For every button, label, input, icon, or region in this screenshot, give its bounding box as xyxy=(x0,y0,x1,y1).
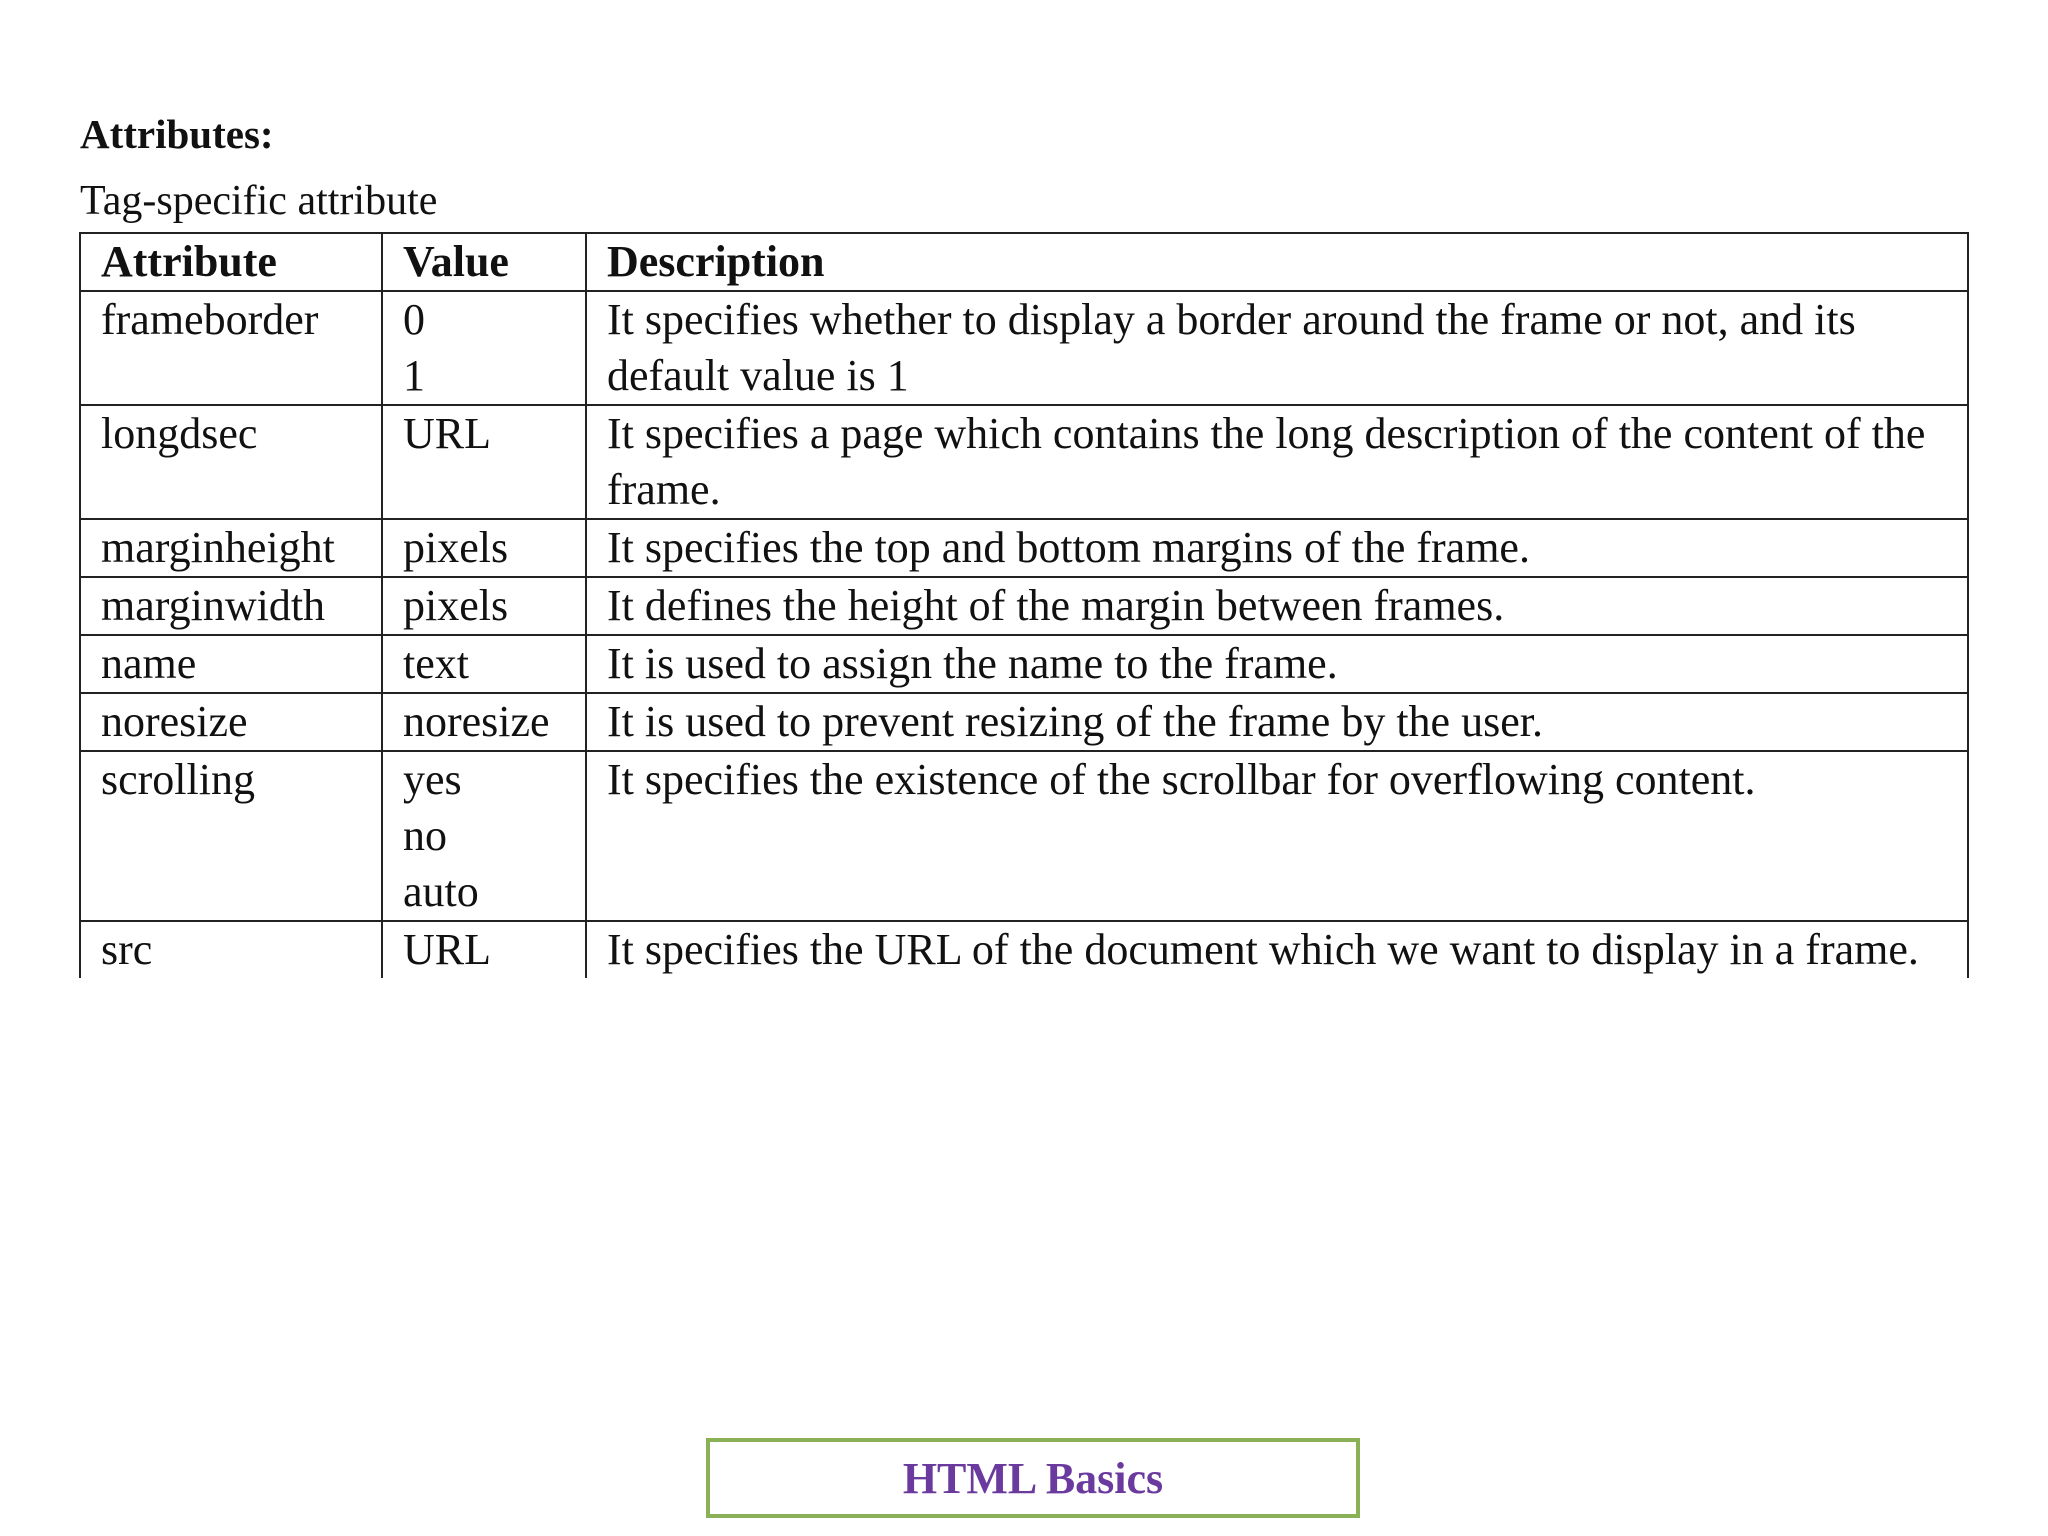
table-row xyxy=(80,577,1968,635)
value-line: pixels xyxy=(403,523,509,572)
value-cell xyxy=(382,519,586,577)
description-cell: It specifies whether to display a border around the frame or not, and its default value is 1 xyxy=(586,291,1968,405)
description-cell: It is used to prevent resizing of the frame by the user. xyxy=(586,693,1968,751)
value-line: yes xyxy=(403,755,462,804)
footer-title-box xyxy=(706,1438,1360,1518)
description-cell: It specifies the existence of the scrollbar for overflowing content. xyxy=(586,751,1968,921)
description-cell: It defines the height of the margin between frames. xyxy=(586,577,1968,635)
value-cell xyxy=(382,693,586,751)
attribute-cell: marginheight xyxy=(80,519,382,577)
attribute-cell: noresize xyxy=(80,693,382,751)
table-row xyxy=(80,693,1968,751)
value-cell xyxy=(382,751,586,921)
attribute-cell: scrolling xyxy=(80,751,382,921)
value-line: URL xyxy=(403,409,491,458)
value-cell xyxy=(382,405,586,519)
footer-title: HTML Basics xyxy=(902,1453,1164,1503)
table-row xyxy=(80,751,1968,921)
table-row xyxy=(80,291,1968,405)
value-line: noresize xyxy=(403,697,550,746)
value-cell xyxy=(382,577,586,635)
description-cell: It is used to assign the name to the frame. xyxy=(586,635,1968,693)
header-value: Value xyxy=(382,233,586,291)
attribute-cell: marginwidth xyxy=(80,577,382,635)
value-line: text xyxy=(403,639,469,688)
description-cell: It specifies a page which contains the long description of the content of the frame. xyxy=(586,405,1968,519)
value-cell xyxy=(382,635,586,693)
attribute-cell: longdsec xyxy=(80,405,382,519)
value-cell xyxy=(382,291,586,405)
value-line: pixels xyxy=(403,581,509,630)
section-heading: Attributes: xyxy=(80,111,274,157)
header-description: Description xyxy=(586,233,1968,291)
attribute-cell: src xyxy=(80,921,382,978)
table-row xyxy=(80,921,1968,978)
header-attribute: Attribute xyxy=(80,233,382,291)
description-cell: It specifies the top and bottom margins of the frame. xyxy=(586,519,1968,577)
value-line: 0 xyxy=(403,295,425,344)
table-row xyxy=(80,519,1968,577)
value-line: URL xyxy=(403,925,491,974)
value-line: auto xyxy=(403,867,479,916)
description-cell: It specifies the URL of the document which we want to display in a frame. xyxy=(586,921,1968,978)
value-cell xyxy=(382,921,586,978)
section-subheading: Tag-specific attribute xyxy=(80,178,438,224)
attribute-cell: frameborder xyxy=(80,291,382,405)
table-header-row xyxy=(80,233,1968,291)
attribute-cell: name xyxy=(80,635,382,693)
table-row xyxy=(80,635,1968,693)
value-line: 1 xyxy=(403,351,425,400)
value-line: no xyxy=(403,811,447,860)
table-row xyxy=(80,405,1968,519)
attributes-table xyxy=(79,232,1969,978)
